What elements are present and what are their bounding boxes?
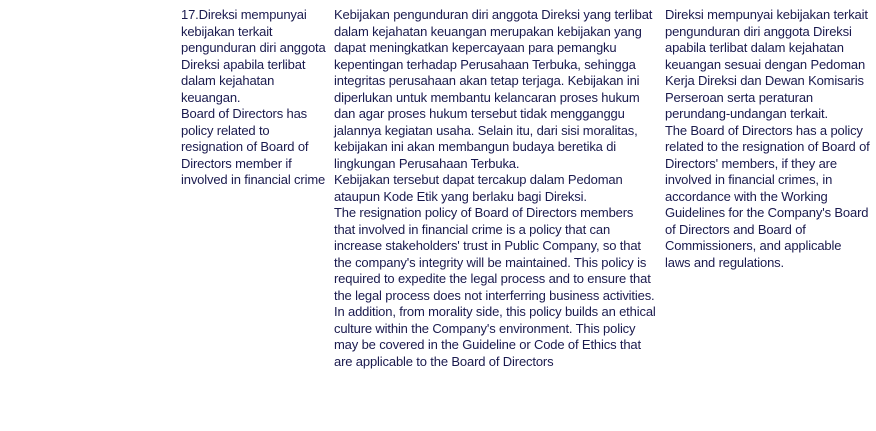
criteria-column xyxy=(181,7,327,189)
criteria-title-en: Board of Directors has policy related to resignation of Board of Directors member if involved in financial crime xyxy=(181,106,326,187)
explanation-en-paragraph: The resignation policy of Board of Directors members that involved in financial crime is a policy that can increase stakeholders' trust in Public Company, so that the company's integrity will be maintained. This policy is required to expedite the legal process and to ensure that the legal process does not interferring business activities. In addition, from morality side, this policy builds an ethical culture within the Company's environment. This policy may be covered in the Guideline or Code of Ethics that are applicable to the Board of Directors xyxy=(334,205,656,369)
explanation-id-paragraph-2: Kebijakan tersebut dapat tercakup dalam Pedoman ataupun Kode Etik yang berlaku bagi Direksi. xyxy=(334,172,623,204)
criteria-title-id: 17.Direksi mempunyai kebijakan terkait pengunduran diri anggota Direksi apabila terlibat dalam kejahatan keuangan. xyxy=(181,7,326,105)
implementation-en-paragraph: The Board of Directors has a policy related to the resignation of Board of Directors' members, if they are involved in financial crimes, in accordance with the Working Guidelines for the Company's Board of Directors and Board of Commissioners, and applicable laws and regulations. xyxy=(665,122,870,270)
implementation-column xyxy=(665,7,870,271)
implementation-id-paragraph: Direksi mempunyai kebijakan terkait pengunduran diri anggota Direksi apabila terlibat dalam kejahatan keuangan sesuai dengan Pedoman Kerja Direksi dan Dewan Komisaris Perseroan serta peraturan perundang-undangan terkait. xyxy=(665,7,868,121)
explanation-column xyxy=(334,7,656,370)
explanation-id-paragraph-1: Kebijakan pengunduran diri anggota Direksi yang terlibat dalam kejahatan keuangan merupakan kebijakan yang dapat meningkatkan kepercayaan para pemangku kepentingan terhadap Perusahaan Terbuka, sehingga integritas perusahaan akan tetap terjaga. Kebijakan ini diperlukan untuk membantu kelancaran proses hukum dan agar proses hukum tersebut tidak mengganggu jalannya kegiatan usaha. Selain itu, dari sisi moralitas, kebijakan ini akan membangun budaya beretika di lingkungan Perusahaan Terbuka. xyxy=(334,7,653,171)
